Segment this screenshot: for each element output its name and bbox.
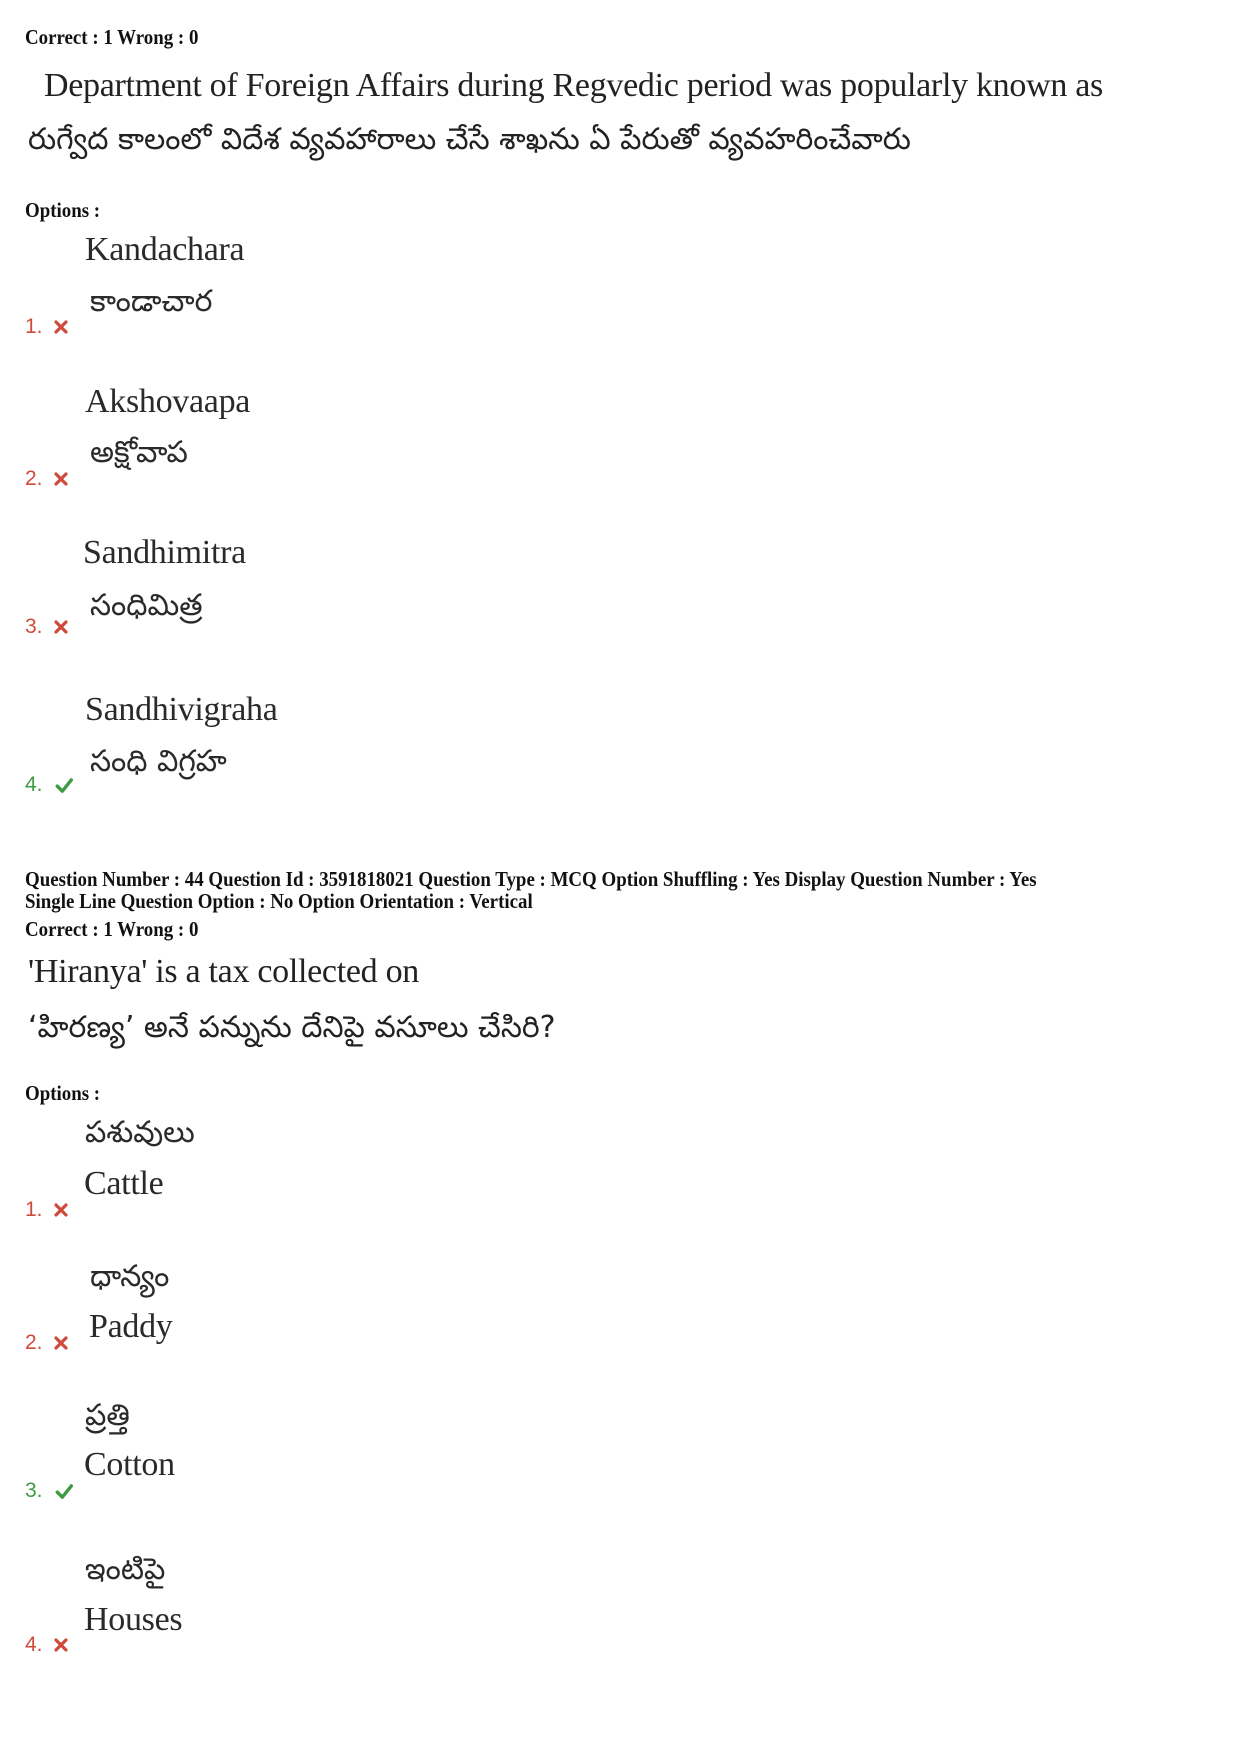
wrong-cross-icon [53,471,69,487]
option-number: 2. [25,467,43,490]
q43-option-2-marker [25,468,69,490]
q44-option-1-marker [25,1199,69,1221]
q44-meta-line-2: Single Line Question Option : No Option Orientation : Vertical [25,889,533,913]
q43-score: Correct : 1 Wrong : 0 [25,25,199,49]
q44-option-3-marker [25,1480,75,1502]
q44-option-3-english: Cotton [84,1446,175,1483]
q43-option-3-marker [25,616,69,638]
q44-option-2-telugu: ధాన్యం [90,1259,170,1294]
q43-option-2-english: Akshovaapa [85,383,251,420]
option-number: 2. [25,1331,43,1354]
option-number: 1. [25,315,43,338]
q43-options-label: Options : [25,198,101,222]
q43-option-3-telugu: సంధిమిత్ర [90,588,203,623]
q43-question-english: Department of Foreign Affairs during Regvedic period was popularly known as [44,67,1103,104]
q44-option-4-marker [25,1634,69,1656]
q43-option-4-english: Sandhivigraha [85,691,278,728]
q43-option-1-telugu: కాండాచార [90,284,213,319]
option-number: 3. [25,1479,43,1502]
q43-question-telugu: రుగ్వేద కాలంలో విదేశ వ్యవహారాలు చేసే శాఖను ఏ పేరుతో వ్యవహరించేవారు [28,122,911,157]
q44-question-english: 'Hiranya' is a tax collected on [28,953,419,990]
q44-question-telugu: ‘హిరణ్య’ అనే పన్నును దేనిపై వసూలు చేసిరి? [28,1010,556,1045]
correct-check-icon [53,776,75,794]
q43-option-4-marker [25,774,75,796]
wrong-cross-icon [53,1335,69,1351]
q44-option-4-english: Houses [84,1601,183,1638]
q44-option-4-telugu: ఇంటిపై [85,1552,166,1587]
q44-options-label: Options : [25,1081,101,1105]
option-number: 3. [25,615,43,638]
q43-option-2-telugu: అక్షోవాప [90,435,188,470]
q44-option-1-telugu: పశువులు [85,1115,195,1150]
wrong-cross-icon [53,619,69,635]
q44-option-3-telugu: ప్రత్తి [85,1398,130,1433]
q44-score: Correct : 1 Wrong : 0 [25,917,199,941]
q44-meta-line-1: Question Number : 44 Question Id : 3591818021 Question Type : MCQ Option Shuffling : Yes Display Question Number : Yes [25,867,1037,891]
q44-option-2-marker [25,1332,69,1354]
option-number: 1. [25,1198,43,1221]
q43-option-4-telugu: సంధి విగ్రహ [90,744,227,779]
correct-check-icon [53,1482,75,1500]
wrong-cross-icon [53,1637,69,1653]
wrong-cross-icon [53,319,69,335]
q44-option-1-english: Cattle [84,1165,164,1202]
option-number: 4. [25,1633,43,1656]
q44-option-2-english: Paddy [89,1308,173,1345]
q43-option-1-english: Kandachara [85,231,245,268]
wrong-cross-icon [53,1202,69,1218]
option-number: 4. [25,773,43,796]
q43-option-1-marker [25,316,69,338]
q43-option-3-english: Sandhimitra [83,534,246,571]
